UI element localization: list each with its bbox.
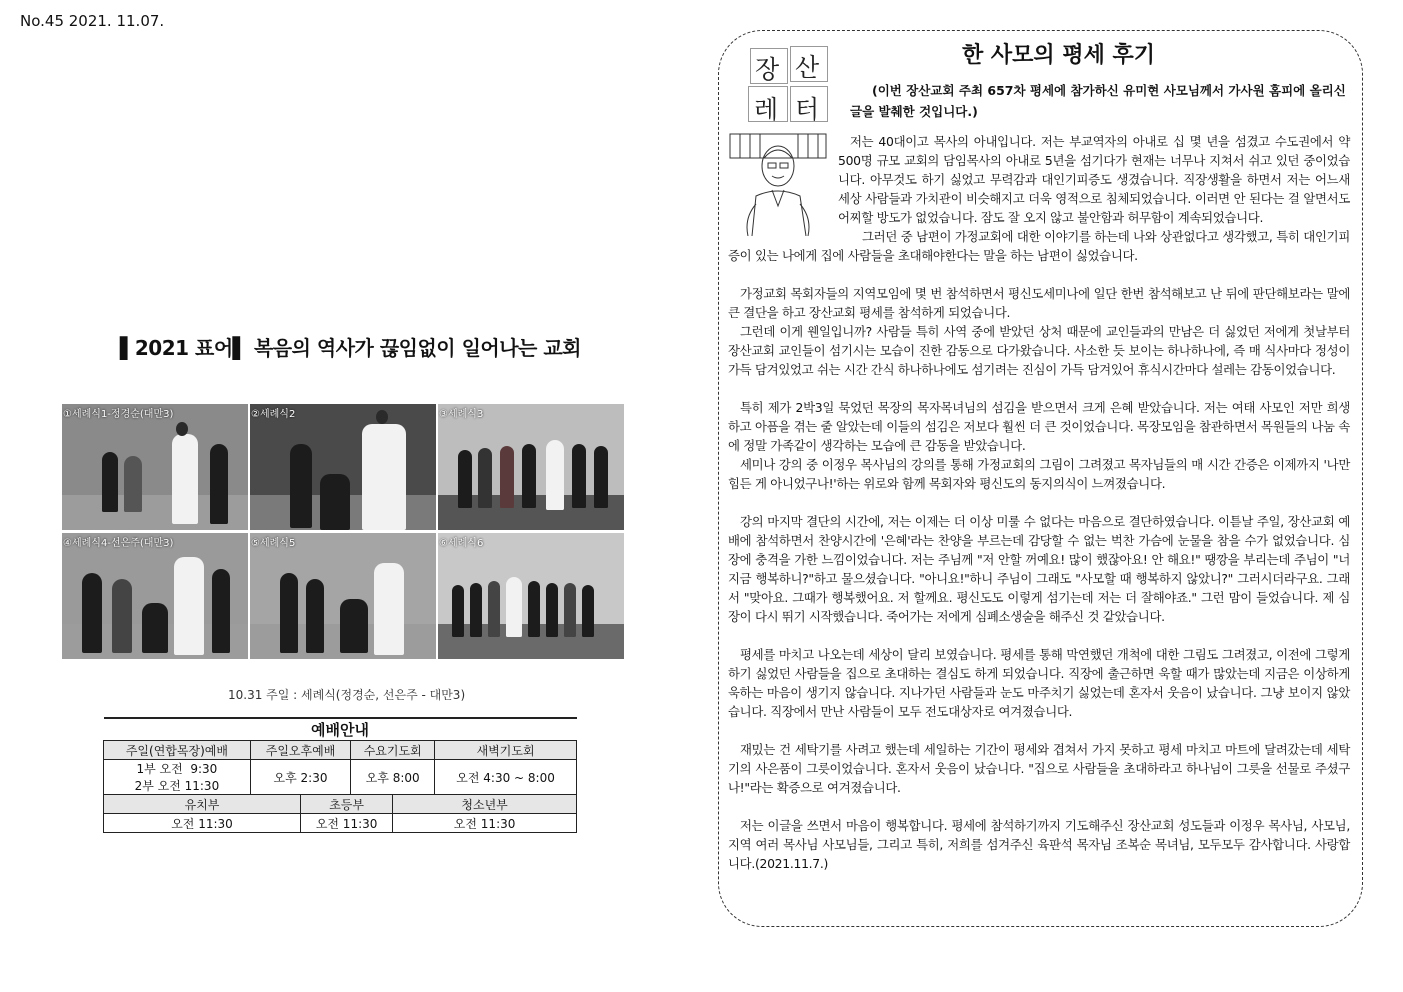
church-motto: ▌2021 표어▌ 복음의 역사가 끊임없이 일어나는 교회 xyxy=(120,336,581,360)
letter-paragraph: 그런데 이게 웬일입니까? 사람들 특히 사역 중에 받았던 상처 때문에 교인들과의 만남은 더 싫었던 저에게 첫날부터 장산교회 교인들이 섬기시는 모습이 진한 감동으로 다가왔습니다. 사소한 듯 보이는 하나하나에, 즉 매 식사마다 정성이 가득 담겨있었고 쉬는 시간 간식 하나하나에도 섬기려는 진심이 가득 담겨있어 휴식시간마다 설레는 감동이었습니다. xyxy=(728,324,1350,377)
baptism-photo-6 xyxy=(438,533,624,659)
photo-caption: ⑥세례식6 xyxy=(439,538,484,549)
letter-paragraph: 그러던 중 남편이 가정교회에 대한 이야기를 하는데 나와 상관없다고 생각했고, 특히 대인기피증이 있는 나에게 집에 사람들을 초대해야한다는 말을 하는 남편이 싫었습니다. xyxy=(728,229,1350,263)
photo-summary-caption: 10.31 주일 : 세례식(정경순, 선은주 - 대만3) xyxy=(228,688,466,702)
logo-char: 장 xyxy=(755,55,780,84)
letter-paragraph: 저는 40대이고 목사의 아내입니다. 저는 부교역자의 아내로 십 몇 년을 섬겼고 수도권에서 약 500명 규모 교회의 담임목사의 아내로 5년을 섬기다가 현재는 너무나 지쳐서 쉬고 있던 중이었습니다. 아무것도 하기 싫었고 무력감과 대인기피증도 생겼습니다. 직장생활을 하면서 저는 어느새 세상 사람들과 가치관이 비슷해지고 더욱 영적으로 침체되었습니다. 이러면 안 된다는 걸 알면서도 어찌할 방도가 없었습니다. 잠도 잘 오지 않고 불안함과 허무함이 계속되었습니다. xyxy=(838,134,1350,225)
baptism-photo-grid xyxy=(62,404,624,661)
sunday-service-2: 2부 오전 11:30 xyxy=(134,779,220,793)
worship-header: 주일(연합목장)예배 xyxy=(104,741,251,760)
baptism-photo-1 xyxy=(62,404,248,530)
photo-caption: ①세례식1-정경순(대만3) xyxy=(63,409,174,420)
letter-paragraph: 가정교회 목회자들의 지역모임에 몇 번 참석하면서 평신도세미나에 일단 한번 참석해보고 난 뒤에 판단해보라는 말에 큰 결단을 하고 장산교회 평세를 참석하게 되었습니다. xyxy=(728,286,1350,320)
baptism-photo-3 xyxy=(438,404,624,530)
logo-char: 터 xyxy=(795,95,820,124)
school-header: 유치부 xyxy=(104,795,301,814)
letter-paragraph: 강의 마지막 결단의 시간에, 저는 이제는 더 이상 미룰 수 없다는 마음으로 결단하였습니다. 이튿날 주일, 장산교회 예배에 참석하면서 찬양시간에 '은혜'라는 찬양을 부르는데 감당할 수 없는 벅찬 가슴에 눈물을 참을 수가 없었습니다. 심장에 충격을 가한 느낌이었습니다. 저는 주님께 "저 안할 꺼예요! 많이 했잖아요! 안 해요!" 땡깡을 부리는데 주님이 "너 지금 행복하니?"하고 물으셨습니다. "아니요!"하니 주님이 그래도 "사모할 때 행복하지 않았니?" 그러시더라구요. 그래서 "맞아요. 그때가 행복했어요. 저 할께요. 평신도도 이렇게 섬기는데 저는 더 잘해야죠." 그런 맘이 들었습니다. 제 심장이 다시 뛰기 시작했습니다. 죽어가는 저에게 심폐소생술을 해주신 것 같았습니다. xyxy=(728,514,1350,624)
school-time: 오전 11:30 xyxy=(393,814,577,833)
wednesday-prayer-time: 오후 8:00 xyxy=(351,760,435,795)
worship-header: 수요기도회 xyxy=(351,741,435,760)
photo-caption: ③세례식3 xyxy=(439,409,484,420)
logo-char: 레 xyxy=(754,95,779,124)
school-time: 오전 11:30 xyxy=(301,814,393,833)
letter-paragraph: 저는 이글을 쓰면서 마음이 행복합니다. 평세에 참석하기까지 기도해주신 장산교회 성도들과 이정우 목사님, 사모님, 지역 여러 목사님 사모님들, 그리고 특히, 저희를 섬겨주신 육판석 목자님 조복순 목녀님, 모두모두 감사합니다. 사랑합니다.(2021.11.7.) xyxy=(728,818,1350,871)
jangsan-letter-logo xyxy=(748,46,830,122)
baptism-photo-5 xyxy=(250,533,436,659)
baptism-photo-2 xyxy=(250,404,436,530)
dawn-prayer-time: 오전 4:30 ~ 8:00 xyxy=(435,760,577,795)
photo-caption: ②세례식2 xyxy=(251,409,296,420)
sunday-afternoon-time: 오후 2:30 xyxy=(250,760,350,795)
worship-header: 새벽기도회 xyxy=(435,741,577,760)
pastor-portrait-sketch xyxy=(728,132,838,236)
school-header: 초등부 xyxy=(301,795,393,814)
worship-header: 주일오후예배 xyxy=(250,741,350,760)
photo-caption: ④세례식4-선은주(대만3) xyxy=(63,538,174,549)
letter-title: 한 사모의 평세 후기 xyxy=(962,43,1155,68)
worship-table-title: 예배안내 xyxy=(104,718,577,741)
letter-paragraph: 세미나 강의 중 이정우 목사님의 강의를 통해 가정교회의 그림이 그려졌고 목자님들의 매 시간 간증은 이제까지 '나만 힘든 게 아니었구나!'하는 위로와 함께 목회자와 평신도의 동지의식이 느껴졌습니다. xyxy=(728,457,1350,491)
letter-subtitle: (이번 장산교회 주최 657차 평세에 참가하신 유미현 사모님께서 가사원 홈피에 올리신 글을 발췌한 것입니다.) xyxy=(850,83,1346,119)
letter-paragraph: 평세를 마치고 나오는데 세상이 달리 보였습니다. 평세를 통해 막연했던 개척에 대한 그림도 그려졌고, 이전에 그렇게 하기 싫었던 사람들을 집으로 초대하는 결심도 하게 되었습니다. 직장에 출근하면 욱할 때가 많았는데 지금은 이상하게 욱하는 마음이 생기지 않습니다. 지나가던 사람들과 눈도 마주치기 싫었는데 혼자서 웃음이 났습니다. 그냥 보이지 않았습니다. 직장에서 만난 사람들이 모두 전도대상자로 여겨졌습니다. xyxy=(728,647,1350,719)
logo-char: 산 xyxy=(795,53,820,82)
letter-body xyxy=(728,132,1350,873)
sunday-service-times xyxy=(104,760,251,795)
letter-paragraph: 재밌는 건 세탁기를 사려고 했는데 세일하는 기간이 평세와 겹쳐서 가지 못하고 평세 마치고 마트에 달려갔는데 세탁기의 사은품이 그릇이었습니다. 혼자서 웃음이 났습니다. "집으로 사람들을 초대하라고 하나님이 그릇을 선물로 주셨구나!"라는 확증으로 여겨졌습니다. xyxy=(728,742,1350,795)
school-time: 오전 11:30 xyxy=(104,814,301,833)
letter-paragraph: 특히 제가 2박3일 묵었던 목장의 목자목녀님의 섬김을 받으면서 크게 은혜 받았습니다. 저는 여태 사모인 저만 희생하고 아픔을 겪는 줄 알았는데 이들의 섬김은 저보다 훨씬 더 큰 것이었습니다. 목장모임을 참관하면서 목원들의 나눔 속에 정말 가족같이 생각하는 모습에 큰 감동을 받았습니다. xyxy=(728,400,1350,453)
worship-schedule-table xyxy=(103,717,577,833)
school-header: 청소년부 xyxy=(393,795,577,814)
photo-caption: ⑤세례식5 xyxy=(251,538,296,549)
issue-number: No.45 2021. 11.07. xyxy=(20,12,165,30)
baptism-photo-4 xyxy=(62,533,248,659)
sunday-service-1: 1부 오전 9:30 xyxy=(136,762,218,776)
